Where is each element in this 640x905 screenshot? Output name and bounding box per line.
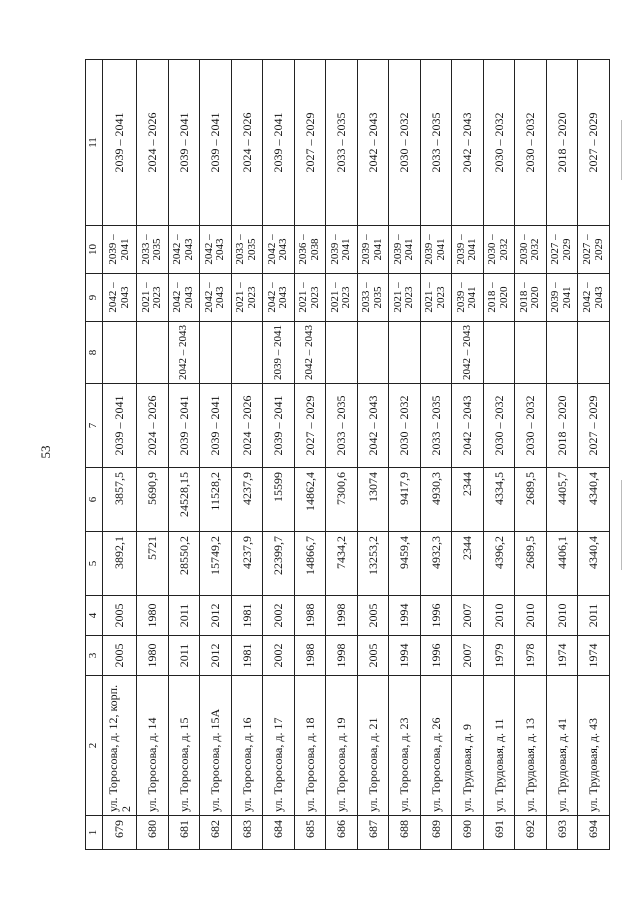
table-row [483, 60, 515, 850]
table-cell: 2042 – 2043 [452, 60, 484, 226]
table-cell: 2042 – 2043 [263, 226, 295, 274]
table-cell: 2689,5 [515, 468, 547, 532]
table-cell: 2039 – 2041 [389, 226, 421, 274]
table-cell: 4237,9 [231, 532, 263, 596]
table-cell: 2021 – 2023 [326, 274, 358, 322]
table-cell: 2002 [263, 636, 295, 676]
table-cell: 2005 [357, 596, 389, 636]
table-cell: 2005 [103, 636, 137, 676]
scan-artifact [621, 480, 622, 570]
table-cell: 2039 – 2041 [420, 226, 452, 274]
table-cell: 2042 – 2043 [294, 322, 326, 384]
table-cell: 2011 [578, 596, 610, 636]
table-cell: ул. Трудовая, д. 41 [546, 676, 578, 816]
table-cell: 2018 – 2020 [483, 274, 515, 322]
table-cell: 2042 – 2043 [357, 60, 389, 226]
table-cell: 2042 – 2043 [200, 274, 232, 322]
table-cell: 2012 [200, 636, 232, 676]
table-cell: 2018 – 2020 [546, 60, 578, 226]
table-cell: 13074 [357, 468, 389, 532]
table-cell: 2024 – 2026 [231, 60, 263, 226]
table-cell: 2042 – 2043 [452, 384, 484, 468]
table-cell: ул. Торосова, д. 15 [168, 676, 200, 816]
header-cell: 7 [86, 384, 103, 468]
header-cell: 2 [86, 676, 103, 816]
table-cell: 2027 – 2029 [294, 384, 326, 468]
table-cell: 2027 – 2029 [578, 384, 610, 468]
table-cell: 7434,2 [326, 532, 358, 596]
table-row [168, 60, 200, 850]
table-cell: 1980 [137, 596, 169, 636]
table-cell [200, 322, 232, 384]
table-cell: 684 [263, 816, 295, 850]
table-cell: ул. Торосова, д. 14 [137, 676, 169, 816]
table-cell: ул. Торосова, д. 26 [420, 676, 452, 816]
table-cell: 2002 [263, 596, 295, 636]
table-row [452, 60, 484, 850]
table-cell: 2027 – 2029 [294, 60, 326, 226]
table-cell: 2027 – 2029 [578, 60, 610, 226]
table-cell [357, 322, 389, 384]
table-cell: 9417,9 [389, 468, 421, 532]
table-cell: 2005 [357, 636, 389, 676]
table-cell: 2030 – 2032 [389, 384, 421, 468]
table-cell: 2344 [452, 468, 484, 532]
table-cell: 2021 – 2023 [231, 274, 263, 322]
table-cell: 2010 [546, 596, 578, 636]
table-cell: 2033 – 2035 [231, 226, 263, 274]
table-cell: 2039 – 2041 [263, 322, 295, 384]
table-cell: ул. Торосова, д. 16 [231, 676, 263, 816]
table-cell: 2042 – 2043 [168, 274, 200, 322]
table-cell [326, 322, 358, 384]
table-cell: 687 [357, 816, 389, 850]
table-cell: ул. Торосова, д. 19 [326, 676, 358, 816]
table-cell: 2033 – 2035 [326, 60, 358, 226]
table-cell: 681 [168, 816, 200, 850]
table-cell [483, 322, 515, 384]
header-cell: 9 [86, 274, 103, 322]
table-cell: 2030 – 2032 [515, 384, 547, 468]
table-cell: 13253,2 [357, 532, 389, 596]
table-row [389, 60, 421, 850]
table-cell: 2042 – 2043 [452, 322, 484, 384]
table-cell: 2007 [452, 636, 484, 676]
table-cell: 2036 – 2038 [294, 226, 326, 274]
table-cell: 690 [452, 816, 484, 850]
table-row [200, 60, 232, 850]
table-cell: ул. Торосова, д. 15А [200, 676, 232, 816]
table-cell: 1988 [294, 596, 326, 636]
table-cell: 2024 – 2026 [137, 60, 169, 226]
table-cell: ул. Торосова, д. 12, корп. 2 [103, 676, 137, 816]
table-cell [420, 322, 452, 384]
table-cell: 2010 [483, 596, 515, 636]
header-cell: 6 [86, 468, 103, 532]
table-cell: 2021 – 2023 [294, 274, 326, 322]
table-cell: 1994 [389, 636, 421, 676]
table-cell: 2033 – 2035 [326, 384, 358, 468]
table-cell: 2030 – 2032 [515, 226, 547, 274]
header-cell: 10 [86, 226, 103, 274]
table-cell: 4340,4 [578, 468, 610, 532]
table-cell: 4340,4 [578, 532, 610, 596]
table-cell: 2689,5 [515, 532, 547, 596]
table-cell: 2030 – 2032 [483, 226, 515, 274]
table-cell: 1974 [546, 636, 578, 676]
table-cell: 2039 – 2041 [103, 226, 137, 274]
data-table [85, 59, 610, 850]
table-cell: 2024 – 2026 [137, 384, 169, 468]
table-cell: 15749,2 [200, 532, 232, 596]
table-cell: 2033 – 2035 [357, 274, 389, 322]
header-cell: 8 [86, 322, 103, 384]
table-cell: 2021 – 2023 [137, 274, 169, 322]
table-row [263, 60, 295, 850]
table-row [357, 60, 389, 850]
table-cell: 1998 [326, 596, 358, 636]
table-cell: 4930,3 [420, 468, 452, 532]
table-cell: 3857,5 [103, 468, 137, 532]
table-cell: 2030 – 2032 [483, 60, 515, 226]
table-body [103, 60, 610, 850]
table-cell: 1980 [137, 636, 169, 676]
table-cell: 2039 – 2041 [326, 226, 358, 274]
table-cell: 2005 [103, 596, 137, 636]
table-row [578, 60, 610, 850]
table-cell: 2011 [168, 596, 200, 636]
table-cell: 1978 [515, 636, 547, 676]
table-cell: 2033 – 2035 [137, 226, 169, 274]
table-cell: ул. Торосова, д. 17 [263, 676, 295, 816]
table-cell: 2033 – 2035 [420, 384, 452, 468]
table-cell: 689 [420, 816, 452, 850]
table-cell: ул. Трудовая, д. 11 [483, 676, 515, 816]
table-cell: 2039 – 2041 [263, 384, 295, 468]
table-cell: 4237,9 [231, 468, 263, 532]
table-cell: 3892,1 [103, 532, 137, 596]
table-row [103, 60, 137, 850]
table-cell [515, 322, 547, 384]
table-cell: 2039 – 2041 [103, 384, 137, 468]
table-cell: 2018 – 2020 [546, 384, 578, 468]
table-cell: 685 [294, 816, 326, 850]
table-cell: 2039 – 2041 [452, 226, 484, 274]
table-cell: 28550,2 [168, 532, 200, 596]
table-cell [103, 322, 137, 384]
table-cell: 2042 – 2043 [263, 274, 295, 322]
table-cell: 682 [200, 816, 232, 850]
table-cell: 4406,1 [546, 532, 578, 596]
table-cell: 2039 – 2041 [357, 226, 389, 274]
table-cell: 4405,7 [546, 468, 578, 532]
table-row [515, 60, 547, 850]
table-row [137, 60, 169, 850]
table-row [326, 60, 358, 850]
table-cell: 2042 – 2043 [578, 274, 610, 322]
table-cell: 2012 [200, 596, 232, 636]
table-row [420, 60, 452, 850]
table-cell: 1998 [326, 636, 358, 676]
table-cell: 1974 [578, 636, 610, 676]
table-container [85, 60, 610, 850]
table-cell: 680 [137, 816, 169, 850]
table-cell: 5721 [137, 532, 169, 596]
table-cell: 14862,4 [294, 468, 326, 532]
table-cell: 691 [483, 816, 515, 850]
table-cell: 2039 – 2041 [546, 274, 578, 322]
table-cell: 24528,15 [168, 468, 200, 532]
table-cell [137, 322, 169, 384]
table-cell: 2030 – 2032 [483, 384, 515, 468]
header-cell: 4 [86, 596, 103, 636]
table-cell [389, 322, 421, 384]
page-number: 53 [38, 445, 53, 459]
table-cell: ул. Трудовая, д. 9 [452, 676, 484, 816]
table-cell: 4334,5 [483, 468, 515, 532]
table-cell: 2027 – 2029 [546, 226, 578, 274]
table-cell: 2039 – 2041 [200, 60, 232, 226]
table-cell: 694 [578, 816, 610, 850]
table-row [231, 60, 263, 850]
header-cell: 11 [86, 60, 103, 226]
header-cell: 5 [86, 532, 103, 596]
table-cell: 14866,7 [294, 532, 326, 596]
table-cell: 2039 – 2041 [452, 274, 484, 322]
table-cell: 2042 – 2043 [357, 384, 389, 468]
table-cell: 2018 – 2020 [515, 274, 547, 322]
table-cell: 2042 – 2043 [200, 226, 232, 274]
scan-artifact [621, 120, 622, 180]
table-cell: 2030 – 2032 [515, 60, 547, 226]
table-cell: 1996 [420, 596, 452, 636]
table-cell [546, 322, 578, 384]
table-cell: 5690,9 [137, 468, 169, 532]
table-cell [231, 322, 263, 384]
table-row [294, 60, 326, 850]
table-cell: 1981 [231, 636, 263, 676]
table-cell: 688 [389, 816, 421, 850]
table-cell: 9459,4 [389, 532, 421, 596]
table-cell: 2042 – 2043 [168, 322, 200, 384]
table-cell: 1996 [420, 636, 452, 676]
table-cell: 2042 – 2043 [168, 226, 200, 274]
table-cell: 22399,7 [263, 532, 295, 596]
table-cell: 2024 – 2026 [231, 384, 263, 468]
table-cell: 2039 – 2041 [263, 60, 295, 226]
table-cell: 2021 – 2023 [389, 274, 421, 322]
table-cell: 2039 – 2041 [168, 60, 200, 226]
table-cell: 679 [103, 816, 137, 850]
table-cell: 2344 [452, 532, 484, 596]
table-cell: 2021 – 2023 [420, 274, 452, 322]
table-cell: 7300,6 [326, 468, 358, 532]
table-cell: 1988 [294, 636, 326, 676]
table-cell: ул. Торосова, д. 23 [389, 676, 421, 816]
table-cell: 693 [546, 816, 578, 850]
table-cell: ул. Трудовая, д. 13 [515, 676, 547, 816]
header-cell: 1 [86, 816, 103, 850]
table-cell: 683 [231, 816, 263, 850]
table-cell: 2033 – 2035 [420, 60, 452, 226]
table-cell: ул. Трудовая, д. 43 [578, 676, 610, 816]
rotated-table-frame [85, 60, 610, 850]
table-cell: 4396,2 [483, 532, 515, 596]
table-cell: 15599 [263, 468, 295, 532]
table-cell: 2027 – 2029 [578, 226, 610, 274]
table-cell: 692 [515, 816, 547, 850]
table-cell [578, 322, 610, 384]
table-cell: 1981 [231, 596, 263, 636]
header-row [86, 60, 103, 850]
table-cell: 4932,3 [420, 532, 452, 596]
table-cell: ул. Торосова, д. 21 [357, 676, 389, 816]
table-cell: 1994 [389, 596, 421, 636]
header-cell: 3 [86, 636, 103, 676]
table-cell: 2039 – 2041 [103, 60, 137, 226]
table-cell: 2011 [168, 636, 200, 676]
table-cell: ул. Торосова, д. 18 [294, 676, 326, 816]
table-cell: 2010 [515, 596, 547, 636]
table-cell: 2007 [452, 596, 484, 636]
table-cell: 2030 – 2032 [389, 60, 421, 226]
table-cell: 2042 – 2043 [103, 274, 137, 322]
table-cell: 2039 – 2041 [200, 384, 232, 468]
table-row [546, 60, 578, 850]
table-cell: 11528,2 [200, 468, 232, 532]
table-cell: 1979 [483, 636, 515, 676]
table-cell: 686 [326, 816, 358, 850]
table-cell: 2039 – 2041 [168, 384, 200, 468]
